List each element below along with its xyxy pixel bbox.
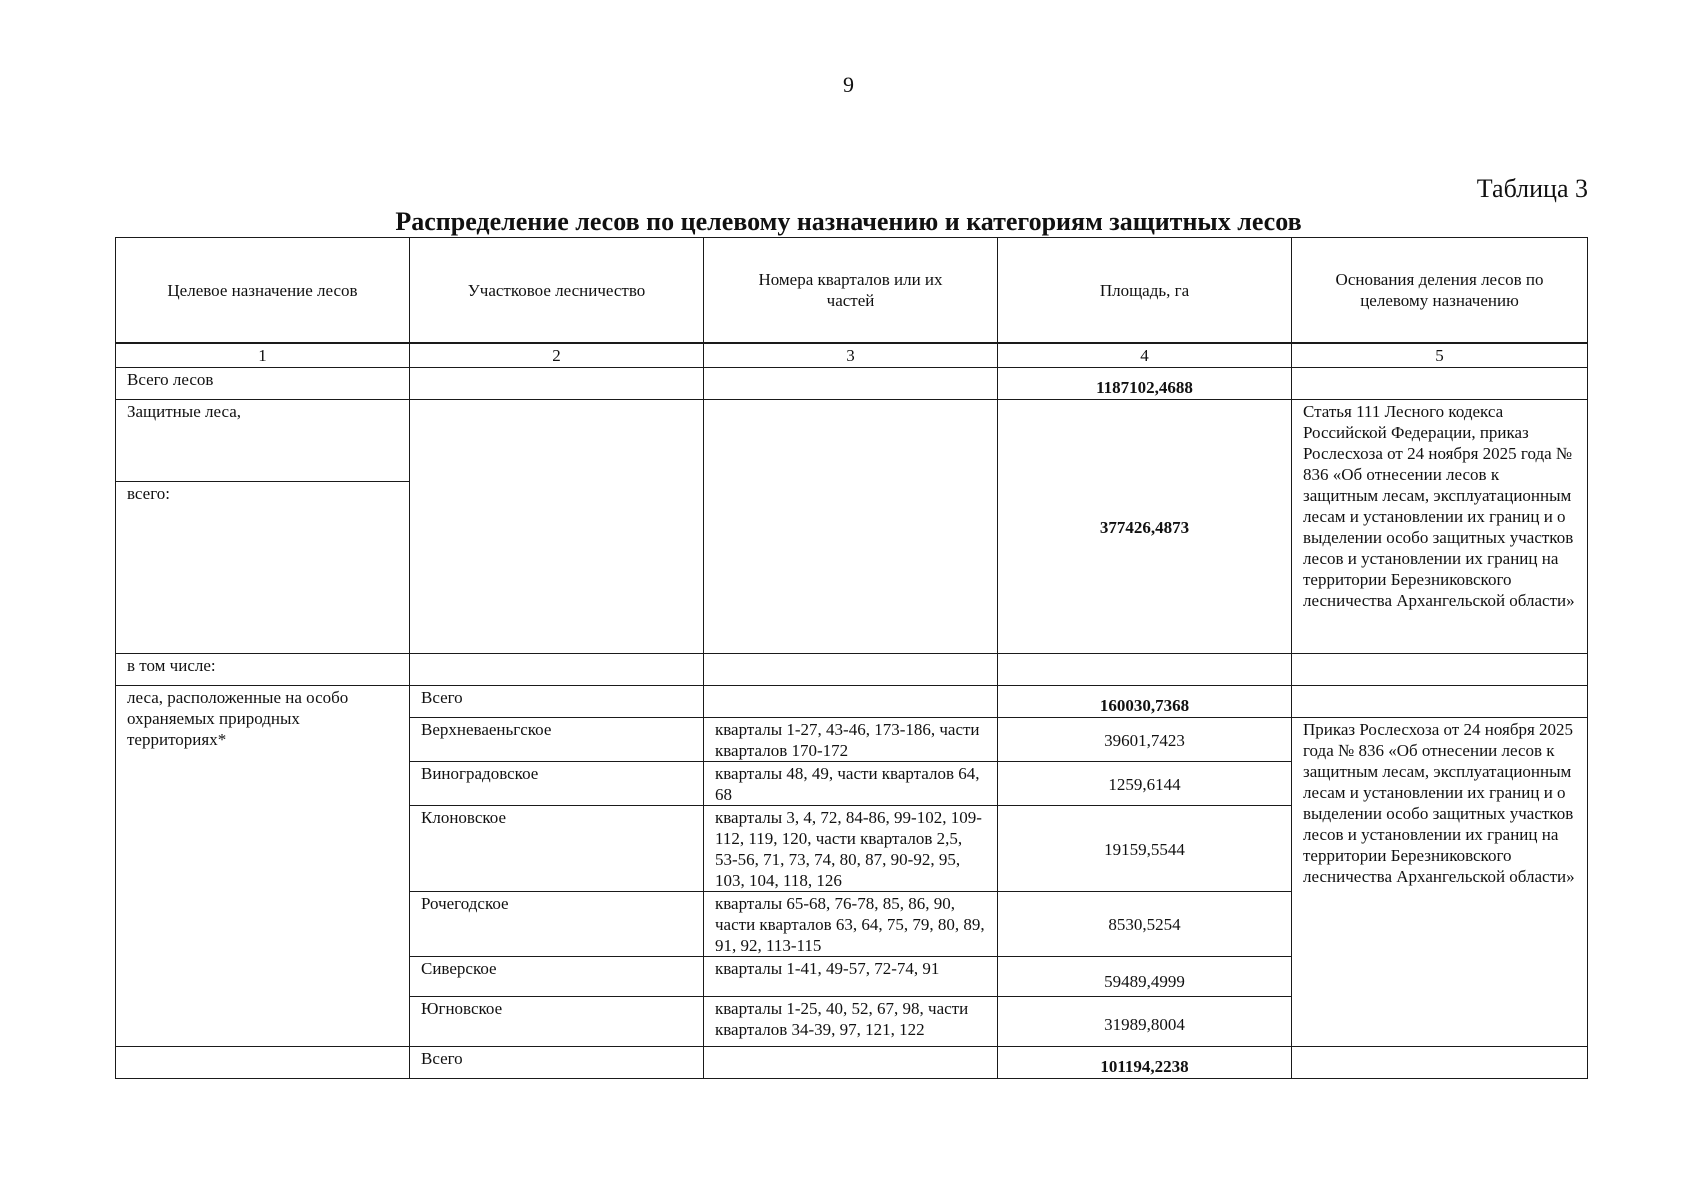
total-forests-area: 1187102,4688 xyxy=(998,368,1292,400)
oopt-label: леса, расположенные на особо охраняемых природных территориях* xyxy=(116,686,410,1047)
last-total-row xyxy=(116,1047,1588,1079)
column-number: 1 xyxy=(116,344,410,368)
protective-forests-sublabel: всего: xyxy=(116,481,409,653)
area-value: 1259,6144 xyxy=(998,762,1292,806)
forestry-name: Виноградовское xyxy=(410,762,704,806)
last-total-label: Всего xyxy=(410,1047,704,1079)
protective-forests-label: Защитные леса, xyxy=(127,402,241,421)
quarter-numbers: кварталы 48, 49, части кварталов 64, 68 xyxy=(704,762,998,806)
quarter-numbers: кварталы 1-27, 43-46, 173-186, части кварталов 170-172 xyxy=(704,718,998,762)
oopt-basis: Приказ Рослесхоза от 24 ноября 2025 года № 836 «Об отнесении лесов к защитным лесам, эксплуатационным лесам и установлении их границ и о выделении особо защитных участков лесов и установлении их границ на территории Березниковского лесничества Архангельской области» xyxy=(1292,718,1588,1047)
area-value: 19159,5544 xyxy=(998,806,1292,892)
area-value: 31989,8004 xyxy=(998,997,1292,1047)
forestry-name: Клоновское xyxy=(410,806,704,892)
forestry-name: Верхневаеньгское xyxy=(410,718,704,762)
protective-forests-area: 377426,4873 xyxy=(998,400,1292,654)
header-quarters: Номера кварталов или их частей xyxy=(704,238,998,343)
total-forests-row xyxy=(116,368,1588,400)
oopt-total-area: 160030,7368 xyxy=(998,686,1292,718)
protective-forests-row xyxy=(116,400,1588,654)
including-row xyxy=(116,654,1588,686)
header-purpose: Целевое назначение лесов xyxy=(116,238,410,343)
page-number: 9 xyxy=(843,72,854,97)
table-title: Распределение лесов по целевому назначению и категориям защитных лесов xyxy=(395,207,1302,236)
table-header xyxy=(115,237,1588,343)
area-value: 59489,4999 xyxy=(998,957,1292,997)
forest-distribution-table xyxy=(115,343,1588,1079)
total-forests-label: Всего лесов xyxy=(116,368,410,400)
forestry-name: Сиверское xyxy=(410,957,704,997)
column-number: 3 xyxy=(704,344,998,368)
quarter-numbers: кварталы 1-25, 40, 52, 67, 98, части кварталов 34-39, 97, 121, 122 xyxy=(704,997,998,1047)
oopt-total-row xyxy=(116,686,1588,718)
column-number: 2 xyxy=(410,344,704,368)
column-number: 4 xyxy=(998,344,1292,368)
area-value: 8530,5254 xyxy=(998,892,1292,957)
protective-forests-basis: Статья 111 Лесного кодекса Российской Федерации, приказ Рослесхоза от 24 ноября 2025 года № 836 «Об отнесении лесов к защитным лесам, эксплуатационным лесам и установлении их границ и о выделении особо защитных участков лесов и установлении их границ на территории Березниковского лесничества Архангельской области» xyxy=(1292,400,1588,654)
table-label: Таблица 3 xyxy=(1476,174,1588,203)
including-label: в том числе: xyxy=(116,654,410,686)
last-total-area: 101194,2238 xyxy=(998,1047,1292,1079)
forestry-name: Рочегодское xyxy=(410,892,704,957)
header-area: Площадь, га xyxy=(998,238,1292,343)
column-number-row xyxy=(116,344,1588,368)
column-number: 5 xyxy=(1292,344,1588,368)
header-forestry: Участковое лесничество xyxy=(410,238,704,343)
quarter-numbers: кварталы 1-41, 49-57, 72-74, 91 xyxy=(704,957,998,997)
forestry-name: Югновское xyxy=(410,997,704,1047)
quarter-numbers: кварталы 65-68, 76-78, 85, 86, 90, части кварталов 63, 64, 75, 79, 80, 89, 91, 92, 113-115 xyxy=(704,892,998,957)
oopt-total-label: Всего xyxy=(410,686,704,718)
area-value: 39601,7423 xyxy=(998,718,1292,762)
protective-forests-cell xyxy=(116,400,410,654)
header-basis: Основания деления лесов по целевому назначению xyxy=(1292,238,1588,343)
quarter-numbers: кварталы 3, 4, 72, 84-86, 99-102, 109-112, 119, 120, части кварталов 2,5, 53-56, 71, 73, 74, 80, 87, 90-92, 95, 103, 104, 118, 126 xyxy=(704,806,998,892)
